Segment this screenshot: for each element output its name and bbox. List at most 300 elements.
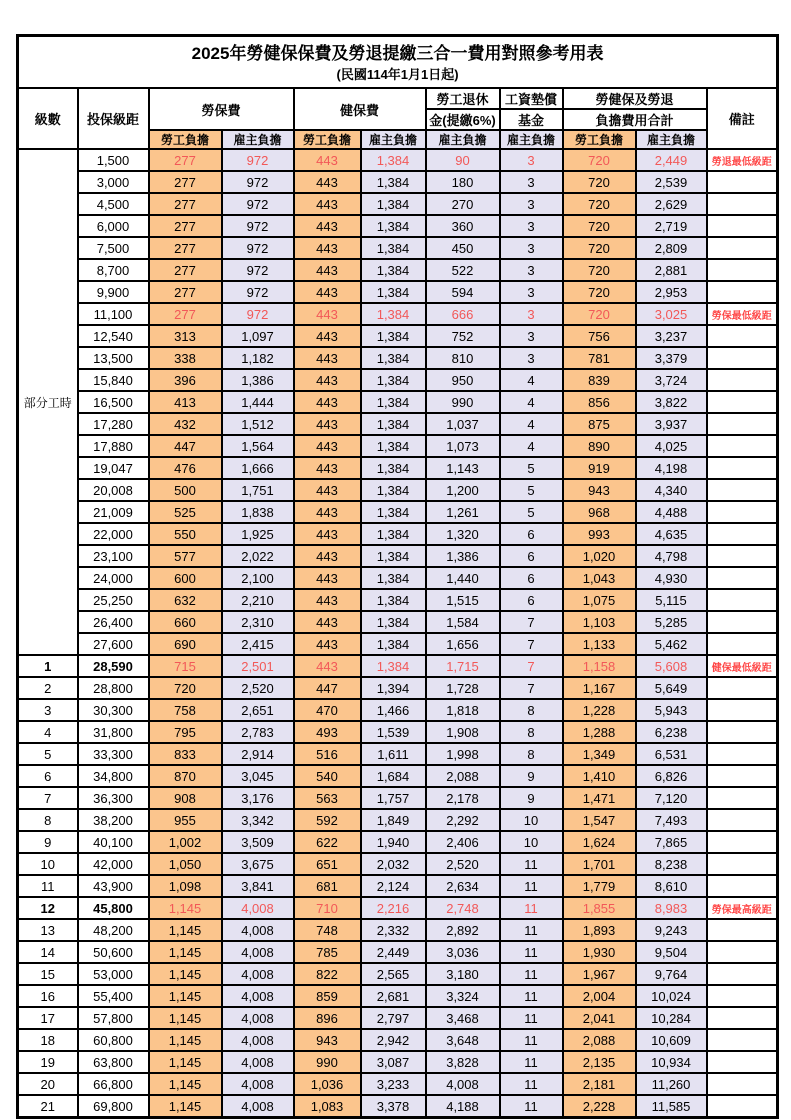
- labor-ins-employer-cell: 3,342: [222, 809, 294, 831]
- table-row: [18, 369, 778, 391]
- wage-fund-employer-cell: 7: [500, 655, 563, 677]
- total-employee-cell: 2,181: [563, 1073, 636, 1095]
- remark-cell: [707, 831, 778, 853]
- remark-cell: [707, 963, 778, 985]
- remark-cell: 勞退最低級距: [707, 149, 778, 171]
- total-employer-cell: 6,238: [636, 721, 707, 743]
- level-cell: 2: [18, 677, 78, 699]
- remark-cell: [707, 193, 778, 215]
- labor-ins-employer-cell: 2,415: [222, 633, 294, 655]
- bracket-cell: 63,800: [78, 1051, 149, 1073]
- health-ins-employee-cell: 443: [294, 501, 361, 523]
- health-ins-employer-cell: 1,757: [361, 787, 426, 809]
- bracket-cell: 16,500: [78, 391, 149, 413]
- health-ins-employee-cell: 443: [294, 655, 361, 677]
- pension-employer-cell: 666: [426, 303, 500, 325]
- bracket-cell: 24,000: [78, 567, 149, 589]
- labor-ins-employee-cell: 500: [149, 479, 222, 501]
- table-row: [18, 237, 778, 259]
- total-employer-cell: 8,983: [636, 897, 707, 919]
- total-employee-cell: 1,133: [563, 633, 636, 655]
- part-time-level-cell: 部分工時: [18, 149, 78, 655]
- wage-fund-employer-cell: 11: [500, 985, 563, 1007]
- total-employer-cell: 2,719: [636, 215, 707, 237]
- bracket-cell: 1,500: [78, 149, 149, 171]
- labor-ins-employer-cell: 1,097: [222, 325, 294, 347]
- labor-ins-employee-cell: 396: [149, 369, 222, 391]
- remark-cell: [707, 1073, 778, 1095]
- health-ins-employee-cell: 563: [294, 787, 361, 809]
- labor-ins-employer-cell: 972: [222, 237, 294, 259]
- total-employer-cell: 9,243: [636, 919, 707, 941]
- health-ins-employee-cell: 443: [294, 589, 361, 611]
- total-employer-cell: 3,379: [636, 347, 707, 369]
- level-cell: 5: [18, 743, 78, 765]
- total-employer-cell: 2,449: [636, 149, 707, 171]
- pension-employer-cell: 1,515: [426, 589, 500, 611]
- health-ins-employee-cell: 1,083: [294, 1095, 361, 1118]
- total-employee-cell: 1,930: [563, 941, 636, 963]
- remark-cell: [707, 985, 778, 1007]
- total-employer-cell: 10,934: [636, 1051, 707, 1073]
- health-ins-employee-cell: 443: [294, 325, 361, 347]
- remark-cell: 健保最低級距: [707, 655, 778, 677]
- total-employer-cell: 7,865: [636, 831, 707, 853]
- labor-ins-employer-cell: 4,008: [222, 963, 294, 985]
- pension-employer-cell: 1,998: [426, 743, 500, 765]
- wage-fund-employer-cell: 3: [500, 303, 563, 325]
- health-ins-employer-cell: 2,942: [361, 1029, 426, 1051]
- health-ins-employee-cell: 443: [294, 237, 361, 259]
- pension-employer-cell: 1,818: [426, 699, 500, 721]
- health-ins-employee-cell: 443: [294, 303, 361, 325]
- total-employer-cell: 3,724: [636, 369, 707, 391]
- labor-ins-employer-cell: 4,008: [222, 985, 294, 1007]
- health-ins-employee-cell: 443: [294, 413, 361, 435]
- pension-employer-cell: 2,292: [426, 809, 500, 831]
- labor-ins-employer-cell: 4,008: [222, 1029, 294, 1051]
- health-ins-employer-cell: 1,384: [361, 149, 426, 171]
- table-row: [18, 677, 778, 699]
- health-ins-employee-cell: 443: [294, 193, 361, 215]
- health-ins-employee-cell: 681: [294, 875, 361, 897]
- labor-ins-employee-cell: 413: [149, 391, 222, 413]
- table-row: [18, 589, 778, 611]
- bracket-cell: 22,000: [78, 523, 149, 545]
- total-employee-cell: 875: [563, 413, 636, 435]
- pension-employer-cell: 1,386: [426, 545, 500, 567]
- pension-employer-cell: 594: [426, 281, 500, 303]
- labor-ins-employee-cell: 277: [149, 149, 222, 171]
- health-ins-employee-cell: 443: [294, 435, 361, 457]
- labor-ins-employer-cell: 1,751: [222, 479, 294, 501]
- health-ins-employer-cell: 1,384: [361, 589, 426, 611]
- pension-employer-cell: 2,520: [426, 853, 500, 875]
- remark-cell: [707, 391, 778, 413]
- pension-employer-cell: 3,828: [426, 1051, 500, 1073]
- total-employee-cell: 1,701: [563, 853, 636, 875]
- labor-ins-employee-cell: 313: [149, 325, 222, 347]
- remark-cell: [707, 325, 778, 347]
- remark-cell: [707, 237, 778, 259]
- bracket-cell: 45,800: [78, 897, 149, 919]
- total-employee-cell: 781: [563, 347, 636, 369]
- bracket-cell: 26,400: [78, 611, 149, 633]
- level-cell: 17: [18, 1007, 78, 1029]
- health-ins-employee-cell: 592: [294, 809, 361, 831]
- total-employee-cell: 720: [563, 237, 636, 259]
- col-header-wage-fund-line1: 工資墊償: [500, 88, 563, 109]
- labor-ins-employee-cell: 550: [149, 523, 222, 545]
- labor-ins-employee-cell: 277: [149, 215, 222, 237]
- total-employer-cell: 8,610: [636, 875, 707, 897]
- wage-fund-employer-cell: 5: [500, 501, 563, 523]
- health-ins-employer-cell: 2,124: [361, 875, 426, 897]
- remark-cell: 勞保最高級距: [707, 897, 778, 919]
- health-ins-employee-cell: 785: [294, 941, 361, 963]
- table-subtitle: (民國114年1月1日起): [336, 66, 459, 82]
- total-employee-cell: 1,547: [563, 809, 636, 831]
- pension-employer-cell: 3,468: [426, 1007, 500, 1029]
- health-ins-employee-cell: 443: [294, 215, 361, 237]
- pension-employer-cell: 3,324: [426, 985, 500, 1007]
- labor-ins-employer-cell: 4,008: [222, 1095, 294, 1118]
- wage-fund-employer-cell: 8: [500, 721, 563, 743]
- level-cell: 3: [18, 699, 78, 721]
- pension-employer-cell: 4,188: [426, 1095, 500, 1118]
- table-row: [18, 809, 778, 831]
- table-row: [18, 611, 778, 633]
- bracket-cell: 6,000: [78, 215, 149, 237]
- labor-ins-employee-cell: 277: [149, 193, 222, 215]
- health-ins-employer-cell: 1,384: [361, 237, 426, 259]
- table-row: [18, 1095, 778, 1118]
- labor-ins-employee-cell: 277: [149, 237, 222, 259]
- health-ins-employer-cell: 2,449: [361, 941, 426, 963]
- remark-cell: [707, 853, 778, 875]
- table-row: [18, 787, 778, 809]
- table-row: [18, 567, 778, 589]
- total-employee-cell: 1,855: [563, 897, 636, 919]
- total-employee-cell: 1,020: [563, 545, 636, 567]
- total-employer-cell: 10,609: [636, 1029, 707, 1051]
- labor-ins-employer-cell: 2,783: [222, 721, 294, 743]
- health-ins-employer-cell: 2,032: [361, 853, 426, 875]
- labor-ins-employer-cell: 3,045: [222, 765, 294, 787]
- col-header-total-line1: 勞健保及勞退: [563, 88, 707, 109]
- total-employer-cell: 5,115: [636, 589, 707, 611]
- pension-employer-cell: 2,634: [426, 875, 500, 897]
- level-cell: 8: [18, 809, 78, 831]
- col-header-pension-line2: 金(提繳6%): [426, 109, 500, 130]
- labor-ins-employer-cell: 2,520: [222, 677, 294, 699]
- wage-fund-employer-cell: 11: [500, 853, 563, 875]
- total-employee-cell: 1,103: [563, 611, 636, 633]
- bracket-cell: 4,500: [78, 193, 149, 215]
- table-row: [18, 1073, 778, 1095]
- remark-cell: [707, 809, 778, 831]
- level-cell: 15: [18, 963, 78, 985]
- labor-ins-employee-cell: 660: [149, 611, 222, 633]
- labor-ins-employer-cell: 4,008: [222, 897, 294, 919]
- table-row: [18, 655, 778, 677]
- total-employee-cell: 1,158: [563, 655, 636, 677]
- labor-ins-employer-cell: 1,925: [222, 523, 294, 545]
- pension-employer-cell: 270: [426, 193, 500, 215]
- labor-ins-employer-cell: 2,310: [222, 611, 294, 633]
- total-employee-cell: 2,135: [563, 1051, 636, 1073]
- labor-ins-employee-cell: 1,145: [149, 1051, 222, 1073]
- table-row: [18, 545, 778, 567]
- total-employer-cell: 4,798: [636, 545, 707, 567]
- pension-employer-cell: 2,406: [426, 831, 500, 853]
- total-employee-cell: 720: [563, 259, 636, 281]
- wage-fund-employer-cell: 11: [500, 897, 563, 919]
- labor-ins-employee-cell: 476: [149, 457, 222, 479]
- level-cell: 10: [18, 853, 78, 875]
- total-employer-cell: 2,629: [636, 193, 707, 215]
- wage-fund-employer-cell: 3: [500, 237, 563, 259]
- level-cell: 7: [18, 787, 78, 809]
- remark-cell: [707, 281, 778, 303]
- total-employer-cell: 9,764: [636, 963, 707, 985]
- labor-ins-employer-cell: 972: [222, 193, 294, 215]
- total-employee-cell: 1,288: [563, 721, 636, 743]
- labor-ins-employee-cell: 715: [149, 655, 222, 677]
- health-ins-employer-cell: 1,684: [361, 765, 426, 787]
- table-row: [18, 743, 778, 765]
- health-ins-employee-cell: 443: [294, 633, 361, 655]
- bracket-cell: 43,900: [78, 875, 149, 897]
- bracket-cell: 53,000: [78, 963, 149, 985]
- labor-ins-employee-cell: 1,145: [149, 1029, 222, 1051]
- labor-ins-employer-cell: 972: [222, 259, 294, 281]
- health-ins-employee-cell: 443: [294, 369, 361, 391]
- remark-cell: [707, 369, 778, 391]
- bracket-cell: 38,200: [78, 809, 149, 831]
- health-ins-employee-cell: 443: [294, 611, 361, 633]
- health-ins-employer-cell: 1,384: [361, 259, 426, 281]
- total-employee-cell: 1,624: [563, 831, 636, 853]
- labor-ins-employee-cell: 1,050: [149, 853, 222, 875]
- health-ins-employer-cell: 1,394: [361, 677, 426, 699]
- health-ins-employee-cell: 443: [294, 523, 361, 545]
- total-employee-cell: 1,471: [563, 787, 636, 809]
- health-ins-employee-cell: 443: [294, 347, 361, 369]
- labor-ins-employer-cell: 972: [222, 171, 294, 193]
- remark-cell: [707, 1095, 778, 1118]
- health-ins-employer-cell: 1,384: [361, 369, 426, 391]
- total-employee-cell: 839: [563, 369, 636, 391]
- bracket-cell: 23,100: [78, 545, 149, 567]
- health-ins-employee-cell: 443: [294, 281, 361, 303]
- labor-ins-employee-cell: 277: [149, 303, 222, 325]
- health-ins-employer-cell: 1,384: [361, 567, 426, 589]
- health-ins-employee-cell: 1,036: [294, 1073, 361, 1095]
- table-row: [18, 523, 778, 545]
- health-ins-employer-cell: 1,940: [361, 831, 426, 853]
- health-ins-employee-cell: 896: [294, 1007, 361, 1029]
- table-row: [18, 985, 778, 1007]
- table-row: [18, 919, 778, 941]
- col-header-bracket: 投保級距: [78, 88, 149, 149]
- title-row: [18, 36, 778, 89]
- table-row: [18, 149, 778, 171]
- total-employer-cell: 7,120: [636, 787, 707, 809]
- labor-ins-employee-cell: 955: [149, 809, 222, 831]
- total-employee-cell: 1,779: [563, 875, 636, 897]
- total-employee-cell: 720: [563, 149, 636, 171]
- table-row: [18, 897, 778, 919]
- total-employee-cell: 2,004: [563, 985, 636, 1007]
- labor-ins-employer-cell: 972: [222, 149, 294, 171]
- table-row: [18, 215, 778, 237]
- wage-fund-employer-cell: 3: [500, 325, 563, 347]
- level-cell: 6: [18, 765, 78, 787]
- total-employee-cell: 1,349: [563, 743, 636, 765]
- total-employee-cell: 943: [563, 479, 636, 501]
- table-row: [18, 479, 778, 501]
- total-employee-cell: 2,041: [563, 1007, 636, 1029]
- health-ins-employee-cell: 443: [294, 259, 361, 281]
- total-employer-cell: 3,937: [636, 413, 707, 435]
- wage-fund-employer-cell: 10: [500, 831, 563, 853]
- wage-fund-employer-cell: 3: [500, 259, 563, 281]
- total-employer-cell: 8,238: [636, 853, 707, 875]
- table-row: [18, 633, 778, 655]
- total-employer-cell: 4,635: [636, 523, 707, 545]
- health-ins-employee-cell: 443: [294, 171, 361, 193]
- total-employee-cell: 856: [563, 391, 636, 413]
- labor-ins-employee-cell: 447: [149, 435, 222, 457]
- bracket-cell: 36,300: [78, 787, 149, 809]
- wage-fund-employer-cell: 11: [500, 963, 563, 985]
- wage-fund-employer-cell: 7: [500, 633, 563, 655]
- subheader-health-employer: 雇主負擔: [361, 130, 426, 149]
- table-row: [18, 963, 778, 985]
- remark-cell: [707, 215, 778, 237]
- table-body: [18, 149, 778, 1118]
- table-row: [18, 435, 778, 457]
- total-employee-cell: 2,088: [563, 1029, 636, 1051]
- total-employee-cell: 1,075: [563, 589, 636, 611]
- health-ins-employee-cell: 710: [294, 897, 361, 919]
- health-ins-employer-cell: 3,087: [361, 1051, 426, 1073]
- labor-ins-employer-cell: 1,386: [222, 369, 294, 391]
- wage-fund-employer-cell: 3: [500, 149, 563, 171]
- remark-cell: [707, 171, 778, 193]
- labor-ins-employer-cell: 1,564: [222, 435, 294, 457]
- table-row: [18, 765, 778, 787]
- remark-cell: [707, 1007, 778, 1029]
- remark-cell: [707, 457, 778, 479]
- labor-ins-employee-cell: 600: [149, 567, 222, 589]
- wage-fund-employer-cell: 10: [500, 809, 563, 831]
- labor-ins-employee-cell: 1,002: [149, 831, 222, 853]
- pension-employer-cell: 4,008: [426, 1073, 500, 1095]
- labor-ins-employer-cell: 2,100: [222, 567, 294, 589]
- pension-employer-cell: 1,440: [426, 567, 500, 589]
- pension-employer-cell: 90: [426, 149, 500, 171]
- health-ins-employer-cell: 1,384: [361, 479, 426, 501]
- subheader-total-employer: 雇主負擔: [636, 130, 707, 149]
- total-employee-cell: 720: [563, 171, 636, 193]
- labor-ins-employee-cell: 1,145: [149, 985, 222, 1007]
- total-employer-cell: 2,539: [636, 171, 707, 193]
- total-employee-cell: 1,043: [563, 567, 636, 589]
- health-ins-employee-cell: 622: [294, 831, 361, 853]
- level-cell: 4: [18, 721, 78, 743]
- bracket-cell: 17,280: [78, 413, 149, 435]
- total-employer-cell: 4,198: [636, 457, 707, 479]
- labor-ins-employee-cell: 338: [149, 347, 222, 369]
- labor-ins-employee-cell: 1,145: [149, 897, 222, 919]
- bracket-cell: 55,400: [78, 985, 149, 1007]
- bracket-cell: 19,047: [78, 457, 149, 479]
- wage-fund-employer-cell: 9: [500, 787, 563, 809]
- health-ins-employer-cell: 1,384: [361, 193, 426, 215]
- labor-ins-employee-cell: 632: [149, 589, 222, 611]
- health-ins-employer-cell: 1,384: [361, 611, 426, 633]
- wage-fund-employer-cell: 6: [500, 523, 563, 545]
- bracket-cell: 3,000: [78, 171, 149, 193]
- total-employer-cell: 10,284: [636, 1007, 707, 1029]
- wage-fund-employer-cell: 8: [500, 743, 563, 765]
- bracket-cell: 8,700: [78, 259, 149, 281]
- labor-ins-employee-cell: 1,145: [149, 919, 222, 941]
- remark-cell: [707, 347, 778, 369]
- labor-ins-employer-cell: 1,512: [222, 413, 294, 435]
- labor-ins-employee-cell: 1,145: [149, 1073, 222, 1095]
- table-row: [18, 721, 778, 743]
- remark-cell: [707, 765, 778, 787]
- pension-employer-cell: 1,728: [426, 677, 500, 699]
- total-employee-cell: 720: [563, 193, 636, 215]
- pension-employer-cell: 2,178: [426, 787, 500, 809]
- health-ins-employee-cell: 651: [294, 853, 361, 875]
- level-cell: 1: [18, 655, 78, 677]
- health-ins-employer-cell: 2,797: [361, 1007, 426, 1029]
- level-cell: 13: [18, 919, 78, 941]
- col-header-remark: 備註: [707, 88, 778, 149]
- health-ins-employee-cell: 443: [294, 545, 361, 567]
- table-row: [18, 1051, 778, 1073]
- bracket-cell: 11,100: [78, 303, 149, 325]
- total-employee-cell: 1,410: [563, 765, 636, 787]
- pension-employer-cell: 2,088: [426, 765, 500, 787]
- labor-ins-employee-cell: 1,145: [149, 941, 222, 963]
- labor-ins-employee-cell: 525: [149, 501, 222, 523]
- total-employee-cell: 968: [563, 501, 636, 523]
- labor-ins-employee-cell: 277: [149, 171, 222, 193]
- total-employer-cell: 2,809: [636, 237, 707, 259]
- title-cell: [18, 36, 778, 89]
- table-row: [18, 1007, 778, 1029]
- pension-employer-cell: 1,584: [426, 611, 500, 633]
- total-employee-cell: 1,167: [563, 677, 636, 699]
- labor-ins-employer-cell: 4,008: [222, 1007, 294, 1029]
- labor-ins-employee-cell: 1,145: [149, 963, 222, 985]
- level-cell: 9: [18, 831, 78, 853]
- health-ins-employee-cell: 443: [294, 391, 361, 413]
- pension-employer-cell: 522: [426, 259, 500, 281]
- total-employer-cell: 6,531: [636, 743, 707, 765]
- health-ins-employer-cell: 1,611: [361, 743, 426, 765]
- remark-cell: [707, 413, 778, 435]
- health-ins-employee-cell: 443: [294, 149, 361, 171]
- table-row: [18, 281, 778, 303]
- remark-cell: [707, 1051, 778, 1073]
